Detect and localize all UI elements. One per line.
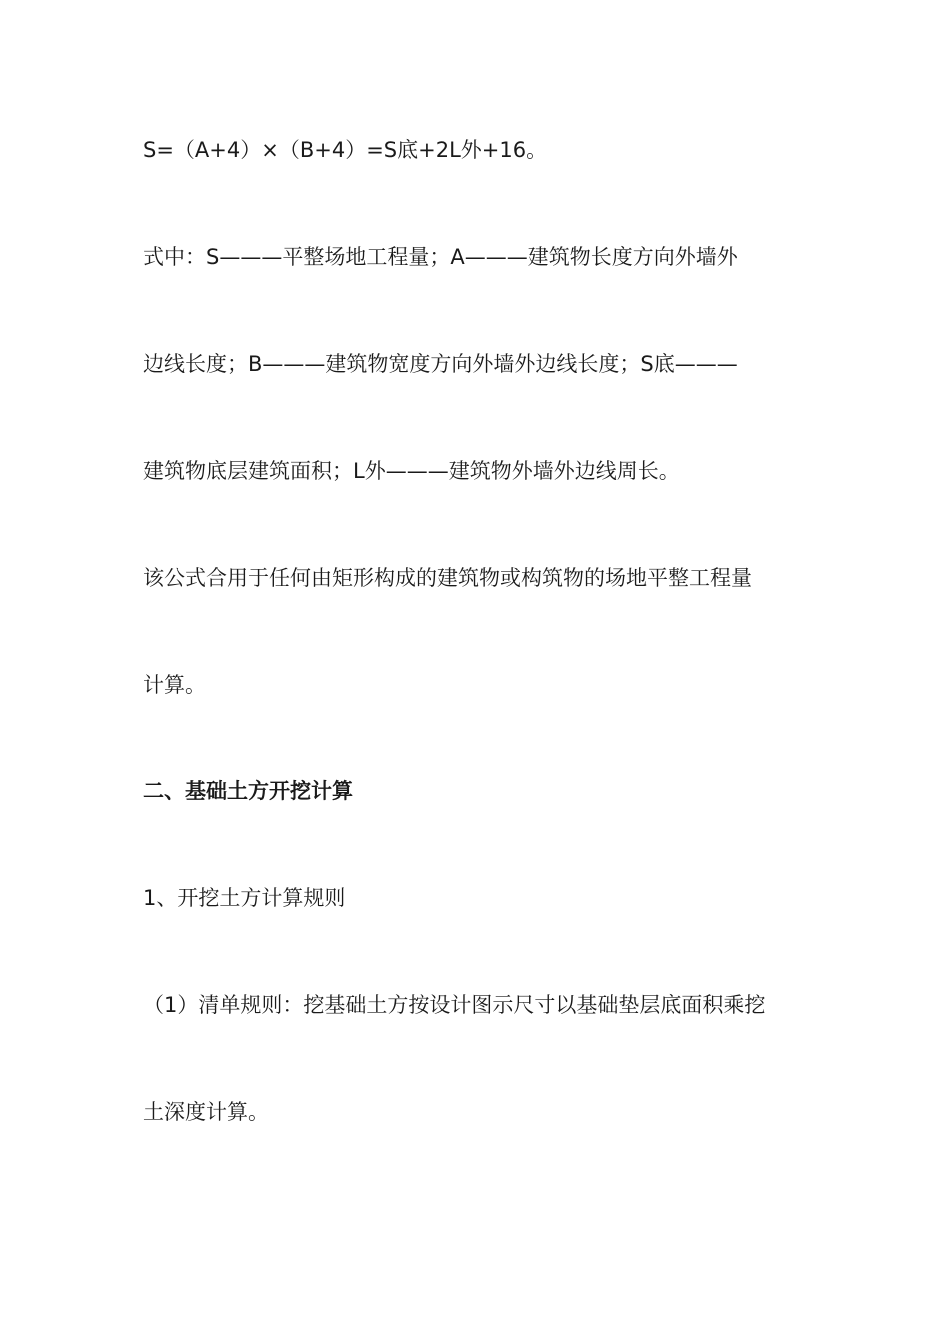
- formula-line: S=（A+4）×（B+4）=S底+2L外+16。: [143, 138, 548, 162]
- paragraph-line: 土深度计算。: [143, 1100, 269, 1124]
- paragraph-line: （1）清单规则：挖基础土方按设计图示尺寸以基础垫层底面积乘挖: [143, 993, 766, 1017]
- paragraph-line: 式中：S———平整场地工程量；A———建筑物长度方向外墙外: [143, 245, 738, 269]
- paragraph-line: 边线长度；B———建筑物宽度方向外墙外边线长度；S底———: [143, 352, 738, 376]
- paragraph-line: 该公式合用于任何由矩形构成的建筑物或构筑物的场地平整工程量: [143, 566, 752, 590]
- paragraph-line: 建筑物底层建筑面积；L外———建筑物外墙外边线周长。: [143, 459, 680, 483]
- section-heading: 二、基础土方开挖计算: [143, 779, 353, 803]
- subsection-heading: 1、开挖土方计算规则: [143, 886, 346, 910]
- paragraph-line: 计算。: [143, 673, 206, 697]
